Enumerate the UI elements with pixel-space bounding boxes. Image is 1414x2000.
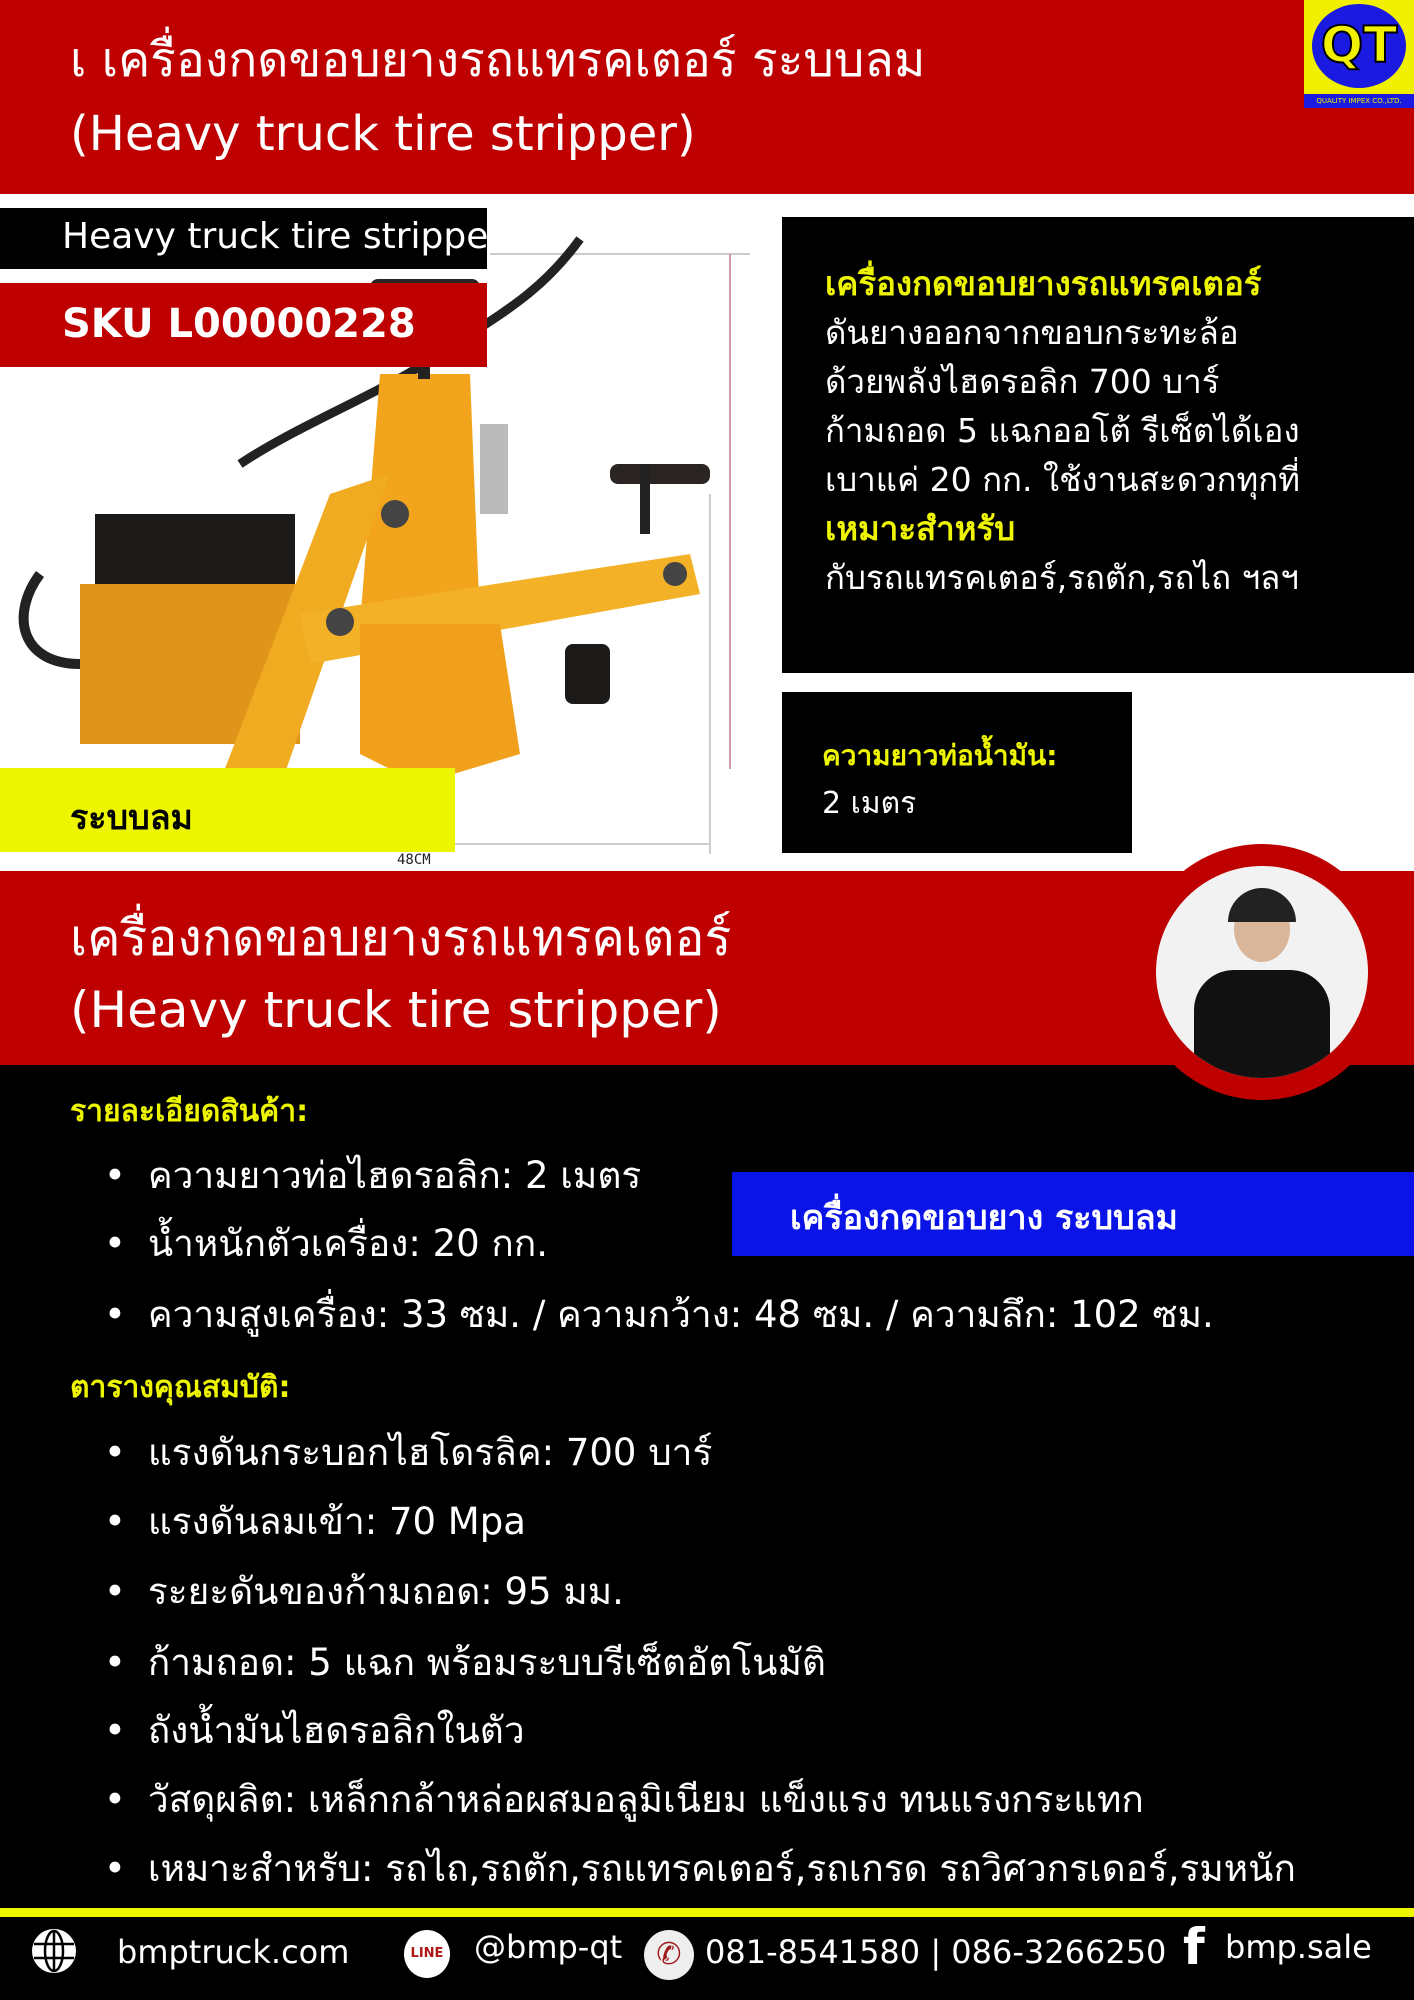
dimension-label: 48CM — [397, 852, 431, 868]
product-name-label — [0, 208, 504, 269]
facebook-icon: f — [1183, 1918, 1205, 1976]
company-logo — [1304, 0, 1414, 108]
page-subtitle: (Heavy truck tire stripper) — [70, 106, 696, 162]
spec-item: • เหมาะสำหรับ: รถไถ,รถตัก,รถแทรคเตอร์,รถเกรด รถวิศวกรเดอร์,รมหนัก — [104, 1850, 1296, 1887]
band-subtitle: (Heavy truck tire stripper) — [70, 981, 722, 1039]
suitable-heading: เหมาะสำหรับ — [825, 509, 1016, 548]
system-banner-text: เครื่องกดขอบยาง ระบบลม — [790, 1198, 1178, 1238]
footer-divider — [0, 1908, 1414, 1917]
info-box — [782, 217, 1414, 673]
sku-text: SKU L00000228 — [62, 301, 416, 347]
logo-text: QT — [1320, 16, 1398, 74]
system-badge-text: ระบบลม — [70, 798, 193, 838]
globe-icon — [30, 1927, 78, 1975]
info-line: ดันยางออกจากขอบกระทะล้อ — [825, 313, 1239, 352]
band-title: เครื่องกดขอบยางรถแทรคเตอร์ — [70, 909, 732, 967]
detail-item: • ความสูงเครื่อง: 33 ซม. / ความกว้าง: 48 ซม. / ความลึก: 102 ซม. — [104, 1296, 1214, 1333]
detail-item: • ความยาวท่อไฮดรอลิก: 2 เมตร — [104, 1157, 641, 1194]
spec-item: • แรงดันลมเข้า: 70 Mpa — [104, 1503, 526, 1540]
logo-subtext: QUALITY IMPEX CO.,LTD. — [1304, 94, 1414, 108]
phone-numbers[interactable]: 081-8541580 | 086-3266250 — [705, 1933, 1167, 1971]
page-title: เ เครื่องกดขอบยางรถแทรคเตอร์ ระบบลม — [70, 32, 926, 88]
hose-length-value: 2 เมตร — [822, 786, 917, 821]
detail-item: • น้ำหนักตัวเครื่อง: 20 กก. — [104, 1225, 548, 1262]
facebook-link[interactable]: bmp.sale — [1225, 1928, 1372, 1966]
sku-label — [0, 283, 487, 367]
line-icon: LINE — [404, 1930, 450, 1978]
hose-length-label: ความยาวท่อน้ำมัน: — [822, 739, 1058, 772]
spec-item: • วัสดุผลิต: เหล็กกล้าหล่อผสมอลูมิเนียม แข็งแรง ทนแรงกระแทก — [104, 1781, 1144, 1818]
website-link[interactable]: bmptruck.com — [117, 1933, 350, 1971]
system-banner — [732, 1172, 1414, 1256]
phone-icon: ✆ — [644, 1930, 694, 1980]
header-banner — [0, 0, 1414, 194]
info-line: ก้ามถอด 5 แฉกออโต้ รีเซ็ตได้เอง — [825, 411, 1300, 450]
hose-length-box — [782, 692, 1132, 853]
spec-item: • ระยะดันของก้ามถอด: 95 มม. — [104, 1573, 624, 1610]
presenter-avatar — [1134, 844, 1390, 1100]
system-badge — [0, 768, 455, 852]
spec-item: • ก้ามถอด: 5 แฉก พร้อมระบบรีเซ็ตอัตโนมัติ — [104, 1644, 826, 1681]
suitable-text: กับรถแทรคเตอร์,รถตัก,รถไถ ฯลฯ — [825, 558, 1299, 597]
product-name-text: Heavy truck tire stripper — [62, 216, 504, 257]
spec-item: • ถังน้ำมันไฮดรอลิกในตัว — [104, 1712, 525, 1749]
details-heading: รายละเอียดสินค้า: — [70, 1094, 309, 1129]
specs-heading: ตารางคุณสมบัติ: — [70, 1370, 291, 1405]
spec-item: • แรงดันกระบอกไฮโดรลิค: 700 บาร์ — [104, 1434, 712, 1471]
info-line: เบาแค่ 20 กก. ใช้งานสะดวกทุกที่ — [825, 460, 1301, 499]
info-heading: เครื่องกดขอบยางรถแทรคเตอร์ — [825, 264, 1262, 303]
info-line: ด้วยพลังไฮดรอลิก 700 บาร์ — [825, 362, 1220, 401]
line-id-link[interactable]: @bmp-qt — [474, 1928, 623, 1966]
